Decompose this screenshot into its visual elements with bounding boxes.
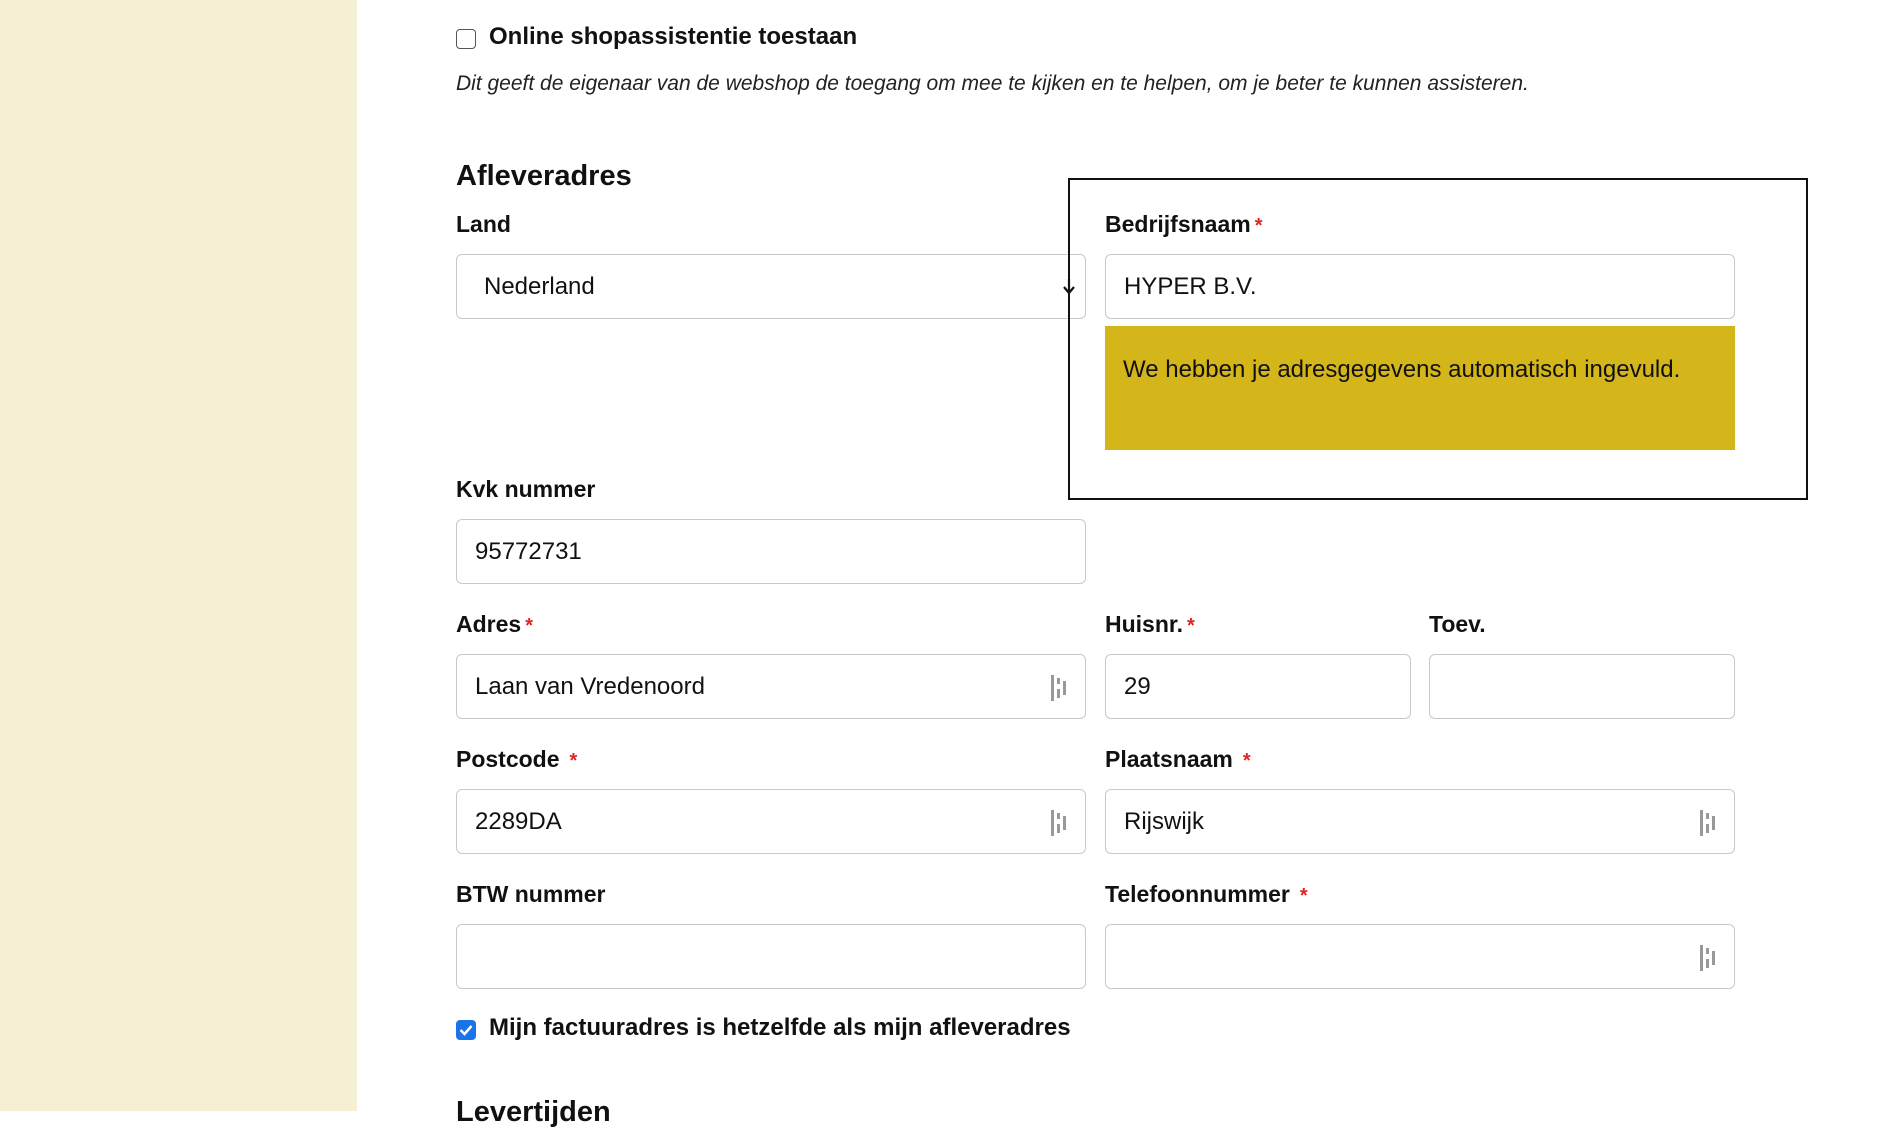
shop-assist-label: Online shopassistentie toestaan [489, 23, 858, 50]
btw-label: BTW nummer [456, 881, 606, 907]
postcode-value: 2289DA [475, 807, 562, 835]
same-address-checkbox[interactable] [456, 1020, 476, 1040]
land-value: Nederland [484, 272, 595, 300]
land-label: Land [456, 211, 511, 237]
autofill-icon[interactable] [1051, 675, 1071, 701]
shop-assist-description: Dit geeft de eigenaar van de webshop de toegang om mee te kijken en te helpen, om je beter te kunnen assisteren. [456, 72, 1529, 95]
left-sidebar-panel [0, 0, 357, 1111]
huisnr-value: 29 [1124, 672, 1151, 700]
bedrijfsnaam-value: HYPER B.V. [1124, 272, 1257, 300]
next-section-title: Levertijden [456, 1096, 611, 1128]
toev-label: Toev. [1429, 611, 1486, 637]
postcode-input[interactable] [456, 789, 1086, 854]
huisnr-input[interactable] [1105, 654, 1411, 719]
telefoon-input[interactable] [1105, 924, 1735, 989]
land-select[interactable] [456, 254, 1086, 319]
adres-input[interactable] [456, 654, 1086, 719]
adres-label: Adres * [456, 611, 533, 637]
checkmark-icon [459, 1024, 473, 1036]
bedrijfsnaam-input[interactable] [1105, 254, 1735, 319]
autofill-icon[interactable] [1051, 810, 1071, 836]
section-title: Afleveradres [456, 160, 632, 192]
kvk-input[interactable] [456, 519, 1086, 584]
autofill-icon[interactable] [1700, 945, 1720, 971]
btw-input[interactable] [456, 924, 1086, 989]
telefoon-label: Telefoonnummer * [1105, 881, 1308, 907]
plaatsnaam-label: Plaatsnaam * [1105, 746, 1251, 772]
autofill-icon[interactable] [1700, 810, 1720, 836]
toev-input[interactable] [1429, 654, 1735, 719]
plaatsnaam-value: Rijswijk [1124, 807, 1204, 835]
adres-value: Laan van Vredenoord [475, 672, 705, 700]
autofill-notice: We hebben je adresgegevens automatisch ingevuld. [1105, 326, 1735, 450]
kvk-value: 95772731 [475, 537, 582, 565]
huisnr-label: Huisnr. * [1105, 611, 1195, 637]
postcode-label: Postcode * [456, 746, 578, 772]
plaatsnaam-input[interactable] [1105, 789, 1735, 854]
bedrijfsnaam-label: Bedrijfsnaam * [1105, 211, 1263, 237]
shop-assist-checkbox[interactable] [456, 29, 476, 49]
kvk-label: Kvk nummer [456, 476, 596, 502]
same-address-label: Mijn factuuradres is hetzelfde als mijn afleveradres [489, 1014, 1071, 1041]
